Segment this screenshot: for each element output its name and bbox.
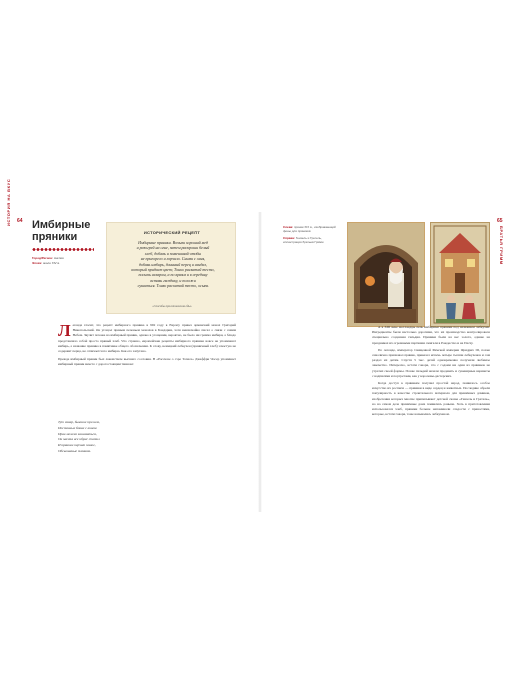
- chapter-title-line2: пряники: [32, 231, 78, 243]
- caption-left-label: Слева:: [283, 225, 294, 229]
- poem-quote: [58, 420, 178, 455]
- recipe-heading: ИСТОРИЧЕСКИЙ РЕЦЕПТ: [143, 230, 201, 235]
- recipe-line: который придаст цвет; Тонко раскатай тесто,: [131, 267, 215, 273]
- poem-line: Обсыпанные тмином.: [58, 448, 91, 453]
- right-running-head: БРАТЬЯ ГРИММ: [499, 226, 504, 265]
- illustration-baker-image: [347, 222, 425, 327]
- recipe-text: [121, 240, 225, 289]
- meta-origin-label: Город/Регион:: [32, 256, 54, 260]
- body-paragraph: Когда доступ к пряникам получил простой народ, появилось особое искусство их росписи — пряники в виде сердец и животных. Последние обрели популярность в качестве строительного материала для пряничных домиков, изобретения которых многие приписывают детской сказке «Гензель и Гретель», но на самом деле пряничные дома появились раньше. Хоть в приготовлении использовался хлеб, пряники больше напоминали сладости с пряностями, которые, кстати говоря, тоже назывались лебкухеном.: [372, 381, 490, 417]
- baker-illustration-svg: [348, 223, 424, 326]
- hansel-gretel-illustration-svg: [431, 223, 489, 326]
- body-paragraph: Прежде имбирный пряник был лакомством высшего сословия. В «Рассказе о сэре Топасе» Джеффри Чосер упоминает имбирный пряник вместе с дорогостоящим тмином:: [58, 357, 236, 367]
- caption-right-text: Гензель и Гретель, иллюстрация братьев Гримм: [283, 235, 324, 245]
- recipe-line: вставь гвоздику, и положи: [150, 277, 196, 283]
- recipe-line: добавь имбирь, длинный перец и сандал,: [138, 261, 208, 267]
- recipe-line: хлеб, добавь и помешивай чтобы: [144, 250, 202, 256]
- recipe-line: сушиться. Тонко раскатай тесто, осыпь: [137, 283, 209, 289]
- decorative-ornament: [32, 247, 94, 252]
- recipe-line: и разогрей на огне, затем раскроши белый: [136, 245, 210, 251]
- right-page-number: 65: [497, 218, 503, 224]
- meta-origin-value: Англия: [53, 256, 64, 260]
- poem-line: Постоялых боках с вином: [58, 425, 97, 430]
- poem-line: Прав можно заниматься,: [58, 431, 97, 436]
- poem-line: Он мачта все ибрис спатил: [58, 437, 100, 442]
- right-body-text: [372, 325, 490, 419]
- caption-left-text: пряник XIX в., изображающий фоны для пряников: [283, 225, 336, 234]
- left-body-text: [58, 323, 236, 371]
- chapter-meta: [32, 256, 64, 266]
- recipe-line: посыпь сахаром, а по краям и в середину: [138, 272, 208, 278]
- meta-date-label: Эпоха:: [32, 261, 43, 265]
- poem-line: Тут сахар, бывших при нем,: [58, 420, 100, 424]
- recipe-line: не пригорело и горчило. Сними с огня,: [140, 256, 206, 262]
- drop-cap: Л: [58, 321, 71, 340]
- illustration-hansel-gretel-image: [430, 222, 490, 327]
- left-running-head: ИСТОРИЯ НА ВКУС: [6, 178, 11, 226]
- body-paragraph: А в XIII веке шотландцы печь имбирные пряники под названием лебкухен. Ингредиенты были настолько дорогими, что их производство контролировала специально созданная гильдия. Пряники были на вес золота, однако на праздниках их огромными партиями сжигали в Рождество и на Пасху.: [372, 325, 490, 345]
- recipe-source: «Способы приготовления еды»: [152, 304, 192, 308]
- book-gutter: [258, 212, 262, 512]
- chapter-title: [32, 219, 102, 243]
- recipe-line: Имбирные пряники. Возьми хороший мед: [138, 240, 208, 245]
- chapter-title-line1: Имбирные: [32, 219, 91, 231]
- meta-date-value: около XIV в.: [42, 261, 60, 265]
- image-captions: [283, 225, 339, 245]
- historical-recipe-box: [106, 222, 236, 314]
- left-page-number: 64: [17, 218, 23, 224]
- body-paragraph: По легенде, император Священной Римской империи Фридрих III, позже самолично признавал пряник, приказал испечь четыре тысячи лебкухенов и сам раздал их детям. Спустя 5 тыс. детей одновременно получили любимое лакомство. Интересно, кстати говоря, что с годами ни один из пряников не утратил своей формы. Позже гильдий начали продавать и сувенирные варианты с надписями и портретами, как у королевы-дастерских.: [372, 347, 490, 378]
- poem-line: И пряники перчат помог,: [58, 443, 96, 448]
- body-paragraph: Легенда гласит, что рецепт имбирного пряника в 992 году в Европу привез армянский монах Григорий Никопольский. Он угощал пряным печеньем монахов в Бондарии, хотя невзначайно писал о связи с самим Небом. Звучит похоже на имбирный пряник, однако в угощении, вероятно, не было ни грамма имбиря, а блюдо представляло собой просто пряный хлеб. Что странно, европейские рецепты имбирного пряника вовсе не упоминают имбирь, а название пряника в памятнике общего обозначения. К слову, немецкий лебкухен (пряничный хлеб) зачастую не содержит перца, не отличается по имбирю. Как его запутано.: [58, 321, 236, 354]
- caption-right-label: Справа:: [283, 235, 295, 240]
